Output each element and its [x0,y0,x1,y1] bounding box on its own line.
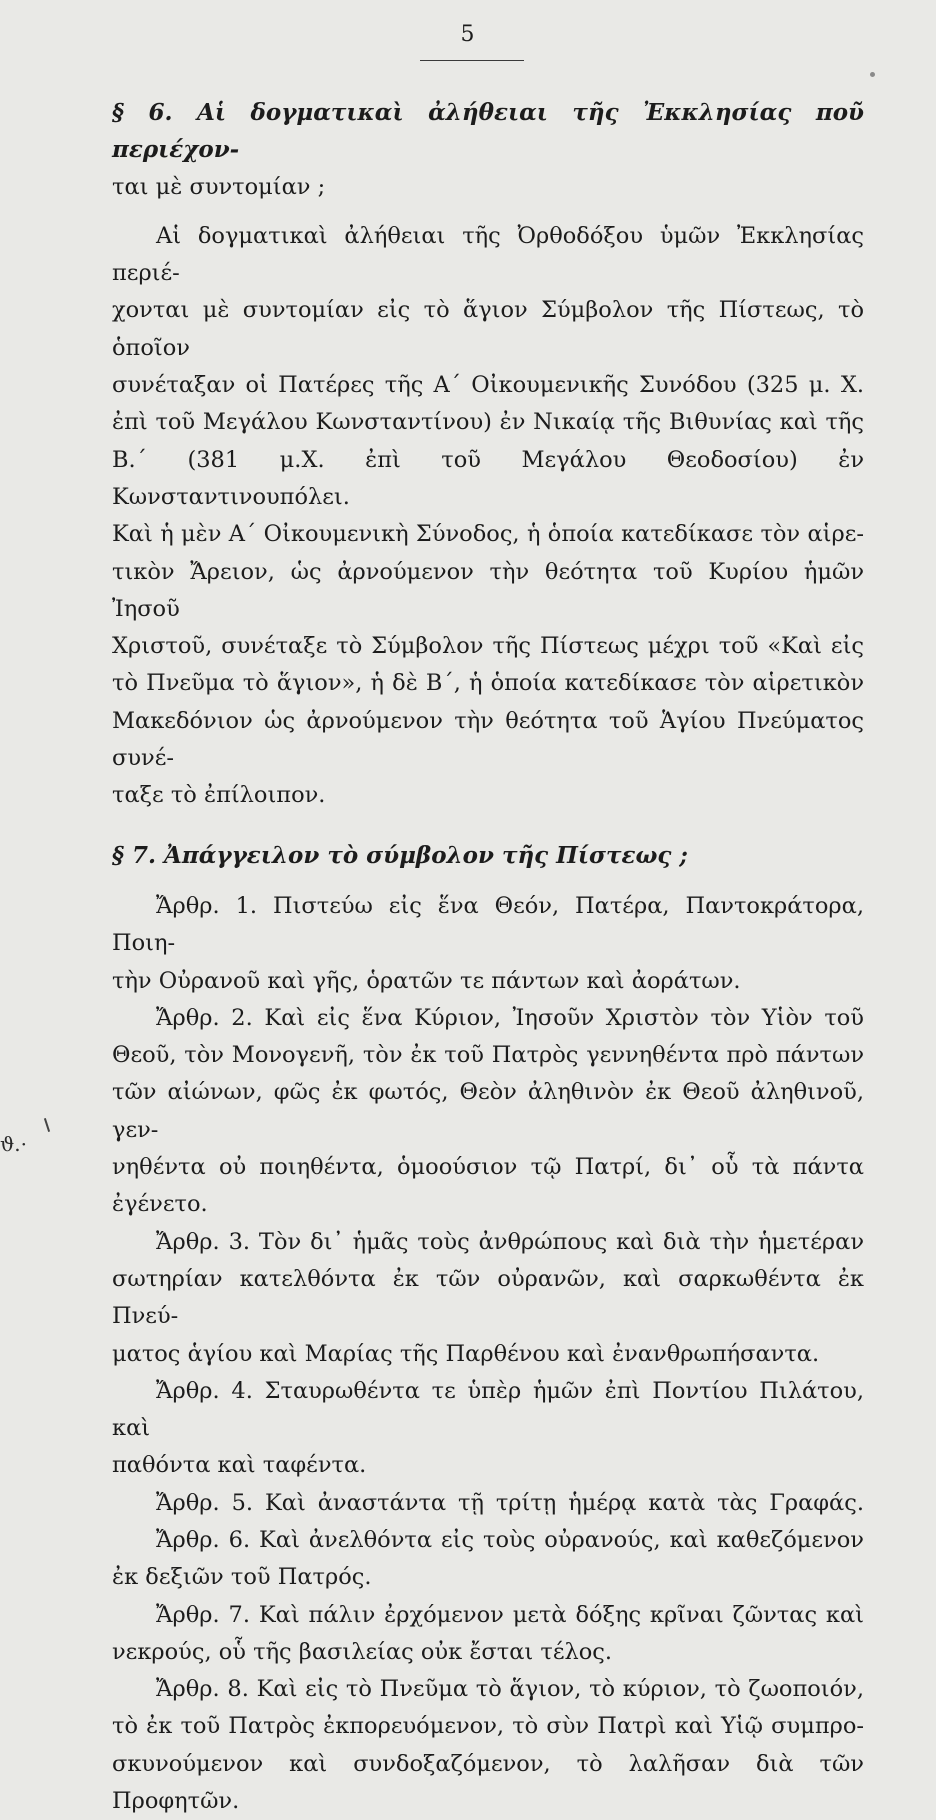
section-7-heading: § 7. Ἀπάγγειλον τὸ σύμβολον τῆς Πίστεως ; [112,841,688,869]
creed-article-line: Ἄρθρ. 8. Καὶ εἰς τὸ Πνεῦμα τὸ ἅγιον, τὸ κύριον, τὸ ζωοποιόν, [156,1676,864,1703]
creed-article-line: σκυνούμενον καὶ συνδοξαζόμενον, τὸ λαλῆσαν διὰ τῶν Προφητῶν. [112,1750,864,1815]
creed-article-line: τῶν αἰώνων, φῶς ἐκ φωτός, Θεὸν ἀληθινὸν ἐκ Θεοῦ ἀληθινοῦ, γεν- [112,1079,864,1143]
paragraph-line: Αἱ δογματικαὶ ἀλήθειαι τῆς Ὀρθοδόξου ὑμῶν Ἐκκλησίας περιέ- [112,222,864,287]
creed-article-line: σωτηρίαν κατελθόντα ἐκ τῶν οὐρανῶν, καὶ σαρκωθέντα ἐκ Πνεύ- [112,1265,864,1330]
creed-article-line: τὴν Οὐρανοῦ καὶ γῆς, ὁρατῶν τε πάντων καὶ ἀοράτων. [112,967,741,994]
creed-article-line: παθόντα καὶ ταφέντα. [112,1452,367,1479]
margin-tick-mark [44,1118,50,1132]
creed-article-line: Ἄρθρ. 4. Σταυρωθέντα τε ὑπὲρ ἡμῶν ἐπὶ Ποντίου Πιλάτου, καὶ [112,1377,864,1442]
page-number: 5 [460,22,476,47]
paragraph-line: τικὸν Ἄρειον, ὡς ἀρνούμενον τὴν θεότητα τοῦ Κυρίου ἡμῶν Ἰησοῦ [112,558,864,622]
paragraph-line: ἐπὶ τοῦ Μεγάλου Κωνσταντίνου) ἐν Νικαίᾳ τῆς Βιθυνίας καὶ τῆς [112,409,864,436]
creed-article-line: νηθέντα οὐ ποιηθέντα, ὁμοούσιον τῷ Πατρί, δι᾽ οὗ τὰ πάντα ἐγένετο. [112,1154,864,1218]
creed-article-line: Ἄρθρ. 2. Καὶ εἰς ἕνα Κύριον, Ἰησοῦν Χριστὸν τὸν Υἱὸν τοῦ [156,1004,864,1031]
creed-article-line: Ἄρθρ. 1. Πιστεύω εἰς ἕνα Θεόν, Πατέρα, Παντοκράτορα, Ποιη- [112,892,864,957]
creed-article-line: Ἄρθρ. 6. Καὶ ἀνελθόντα εἰς τοὺς οὐρανούς, καὶ καθεζόμενον [156,1526,864,1553]
section-6-heading-line-1: § 6. Αἱ δογματικαὶ ἀλήθειαι τῆς Ἐκκλησίας ποῦ περιέχον- [112,99,864,164]
paragraph-line: Μακεδόνιον ὡς ἀρνούμενον τὴν θεότητα τοῦ Ἁγίου Πνεύματος συνέ- [112,707,864,772]
paper-speck [870,72,875,77]
page-number-rule [420,60,524,61]
creed-article-line: Ἄρθρ. 3. Τὸν δι᾽ ἡμᾶς τοὺς ἀνθρώπους καὶ διὰ τὴν ἡμετέραν [156,1228,864,1255]
paragraph-line: χονται μὲ συντομίαν εἰς τὸ ἅγιον Σύμβολον τῆς Πίστεως, τὸ ὁποῖον [112,297,864,361]
creed-article-line: Θεοῦ, τὸν Μονογενῆ, τὸν ἐκ τοῦ Πατρὸς γεννηθέντα πρὸ πάντων [112,1042,864,1069]
paragraph-line: τὸ Πνεῦμα τὸ ἅγιον», ἡ δὲ Β΄, ἡ ὁποία κατεδίκασε τὸν αἱρετικὸν [112,670,864,697]
margin-note: ϑ.· [0,1132,28,1156]
document-text [112,94,864,1820]
paragraph-line: Χριστοῦ, συνέταξε τὸ Σύμβολον τῆς Πίστεως μέχρι τοῦ «Καὶ εἰς [112,633,864,660]
creed-article-line: νεκρούς, οὗ τῆς βασιλείας οὐκ ἔσται τέλος. [112,1638,613,1665]
paragraph-line: συνέταξαν οἱ Πατέρες τῆς Α΄ Οἰκουμενικῆς Συνόδου (325 μ. Χ. [112,372,864,399]
creed-article-line: τὸ ἐκ τοῦ Πατρὸς ἐκπορευόμενον, τὸ σὺν Πατρὶ καὶ Υἱῷ συμπρο- [112,1713,864,1740]
creed-article-line: ματος ἁγίου καὶ Μαρίας τῆς Παρθένου καὶ ἐνανθρωπήσαντα. [112,1340,820,1367]
section-6-heading-line-2: ται μὲ συντομίαν ; [112,173,326,200]
paragraph-line: Β.΄ (381 μ.Χ. ἐπὶ τοῦ Μεγάλου Θεοδοσίου) ἐν Κωνσταντινουπόλει. [112,446,864,510]
creed-article-line: ἐκ δεξιῶν τοῦ Πατρός. [112,1564,372,1591]
creed-article-line: Ἄρθρ. 7. Καὶ πάλιν ἐρχόμενον μετὰ δόξης κρῖναι ζῶντας καὶ [156,1601,864,1628]
paragraph-line: ταξε τὸ ἐπίλοιπον. [112,782,326,809]
paragraph-line: Καὶ ἡ μὲν Α΄ Οἰκουμενικὴ Σύνοδος, ἡ ὁποία κατεδίκασε τὸν αἱρε- [112,521,864,548]
creed-article-line: Ἄρθρ. 5. Καὶ ἀναστάντα τῇ τρίτῃ ἡμέρᾳ κατὰ τὰς Γραφάς. [156,1489,864,1516]
